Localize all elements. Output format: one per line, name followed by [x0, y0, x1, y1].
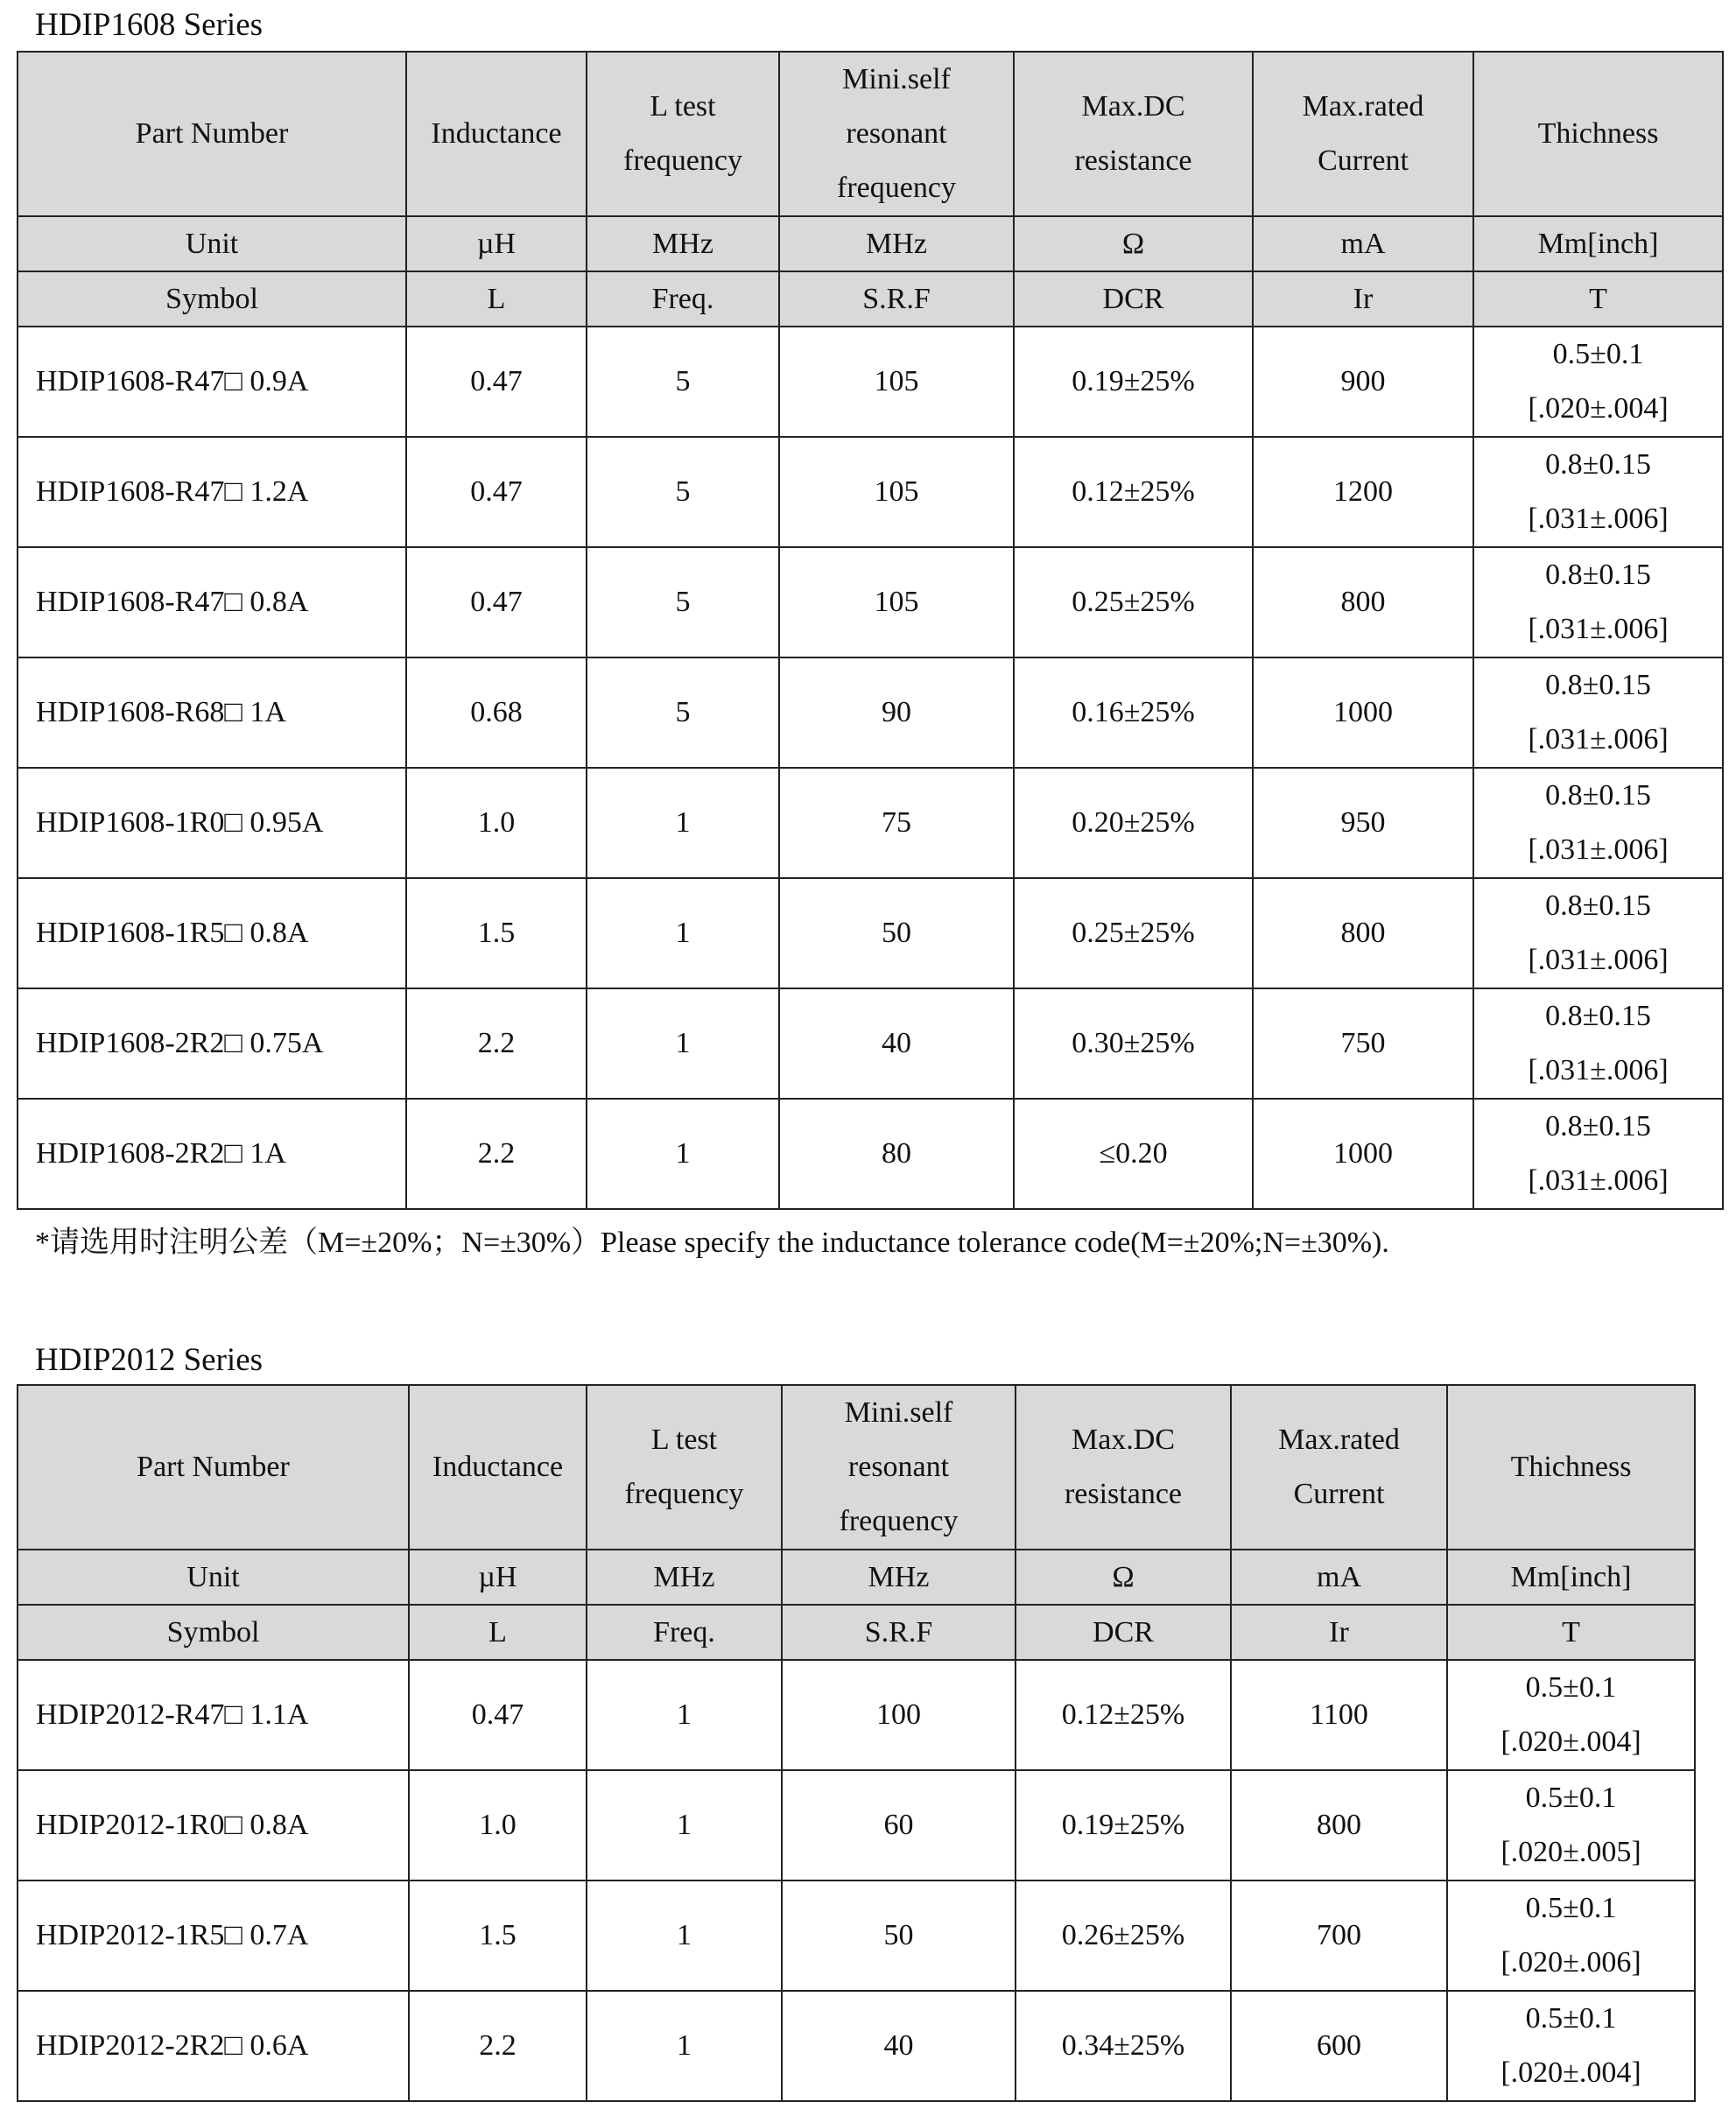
part-number-cell: HDIP2012-R47□ 1.1A — [18, 1660, 409, 1770]
header-self-resonant-frequency: Mini.self resonant frequency — [779, 52, 1014, 216]
rated-current-cell: 1200 — [1253, 437, 1473, 547]
unit-srf: MHz — [779, 216, 1014, 271]
thickness-inch: [.031±.006] — [1528, 613, 1669, 645]
symbol-srf: S.R.F — [782, 1605, 1016, 1660]
thickness-mm: 0.8±0.15 — [1545, 779, 1651, 812]
srf-cell: 60 — [782, 1770, 1016, 1880]
header-rated-current: Max.rated Current — [1231, 1385, 1447, 1550]
thickness-inch: [.031±.006] — [1528, 723, 1669, 756]
unit-row — [18, 216, 1723, 271]
rated-current-cell: 800 — [1253, 547, 1473, 657]
unit-frequency: MHz — [587, 1550, 782, 1605]
inductance-cell: 0.47 — [406, 437, 587, 547]
tolerance-note: *请选用时注明公差（M=±20%；N=±30%）Please specify the inductance tolerance code(M=±20%;N=±30%). — [35, 1227, 1389, 1259]
dcr-cell: 0.25±25% — [1014, 547, 1253, 657]
part-number-cell: HDIP1608-R47□ 0.9A — [18, 327, 406, 437]
symbol-inductance: L — [406, 271, 587, 327]
dcr-cell: 0.19±25% — [1016, 1770, 1231, 1880]
thickness-mm: 0.5±0.1 — [1525, 1671, 1617, 1704]
thickness-mm: 0.8±0.15 — [1545, 559, 1651, 591]
header-l-test-frequency: L test frequency — [587, 52, 779, 216]
inductance-cell: 1.0 — [406, 768, 587, 878]
rated-current-cell: 950 — [1253, 768, 1473, 878]
unit-row — [18, 1550, 1695, 1605]
srf-cell: 105 — [779, 327, 1014, 437]
dcr-cell: ≤0.20 — [1014, 1099, 1253, 1209]
symbol-label: Symbol — [18, 1605, 409, 1660]
inductance-cell: 2.2 — [406, 988, 587, 1099]
header-row — [18, 1385, 1695, 1550]
header-inductance: Inductance — [409, 1385, 587, 1550]
unit-label: Unit — [18, 1550, 409, 1605]
header-inductance: Inductance — [406, 52, 587, 216]
unit-dcr: Ω — [1014, 216, 1253, 271]
table-row — [18, 1770, 1695, 1880]
thickness-cell — [1473, 327, 1723, 437]
part-number-cell: HDIP2012-1R0□ 0.8A — [18, 1770, 409, 1880]
thickness-inch: [.031±.006] — [1528, 833, 1669, 866]
header-rated-current: Max.rated Current — [1253, 52, 1473, 216]
test-frequency-cell: 1 — [587, 1099, 779, 1209]
series1-body — [18, 327, 1723, 1209]
dcr-cell: 0.16±25% — [1014, 657, 1253, 768]
unit-srf: MHz — [782, 1550, 1016, 1605]
inductance-cell: 0.47 — [406, 327, 587, 437]
header-row — [18, 52, 1723, 216]
thickness-mm: 0.5±0.1 — [1552, 338, 1644, 370]
table-row — [18, 657, 1723, 768]
symbol-frequency: Freq. — [587, 1605, 782, 1660]
unit-current: mA — [1253, 216, 1473, 271]
thickness-cell — [1473, 768, 1723, 878]
thickness-mm: 0.8±0.15 — [1545, 448, 1651, 481]
inductance-cell: 1.0 — [409, 1770, 587, 1880]
table-row — [18, 878, 1723, 988]
srf-cell: 100 — [782, 1660, 1016, 1770]
spec-table-hdip1608 — [17, 51, 1724, 1210]
inductance-cell: 1.5 — [409, 1880, 587, 1991]
test-frequency-cell: 1 — [587, 1770, 782, 1880]
rated-current-cell: 800 — [1231, 1770, 1447, 1880]
thickness-mm: 0.5±0.1 — [1525, 1782, 1617, 1814]
srf-cell: 50 — [779, 878, 1014, 988]
thickness-cell — [1473, 437, 1723, 547]
srf-cell: 40 — [779, 988, 1014, 1099]
symbol-frequency: Freq. — [587, 271, 779, 327]
unit-label: Unit — [18, 216, 406, 271]
dcr-cell: 0.26±25% — [1016, 1880, 1231, 1991]
thickness-cell — [1473, 1099, 1723, 1209]
spec-table-hdip2012 — [17, 1384, 1696, 2102]
srf-cell: 105 — [779, 437, 1014, 547]
part-number-cell: HDIP2012-1R5□ 0.7A — [18, 1880, 409, 1991]
test-frequency-cell: 5 — [587, 657, 779, 768]
test-frequency-cell: 5 — [587, 437, 779, 547]
dcr-cell: 0.12±25% — [1016, 1660, 1231, 1770]
part-number-cell: HDIP1608-R47□ 1.2A — [18, 437, 406, 547]
test-frequency-cell: 5 — [587, 547, 779, 657]
rated-current-cell: 1000 — [1253, 657, 1473, 768]
dcr-cell: 0.19±25% — [1014, 327, 1253, 437]
unit-dcr: Ω — [1016, 1550, 1231, 1605]
test-frequency-cell: 1 — [587, 1991, 782, 2101]
part-number-cell: HDIP2012-2R2□ 0.6A — [18, 1991, 409, 2101]
thickness-inch: [.031±.006] — [1528, 1054, 1669, 1086]
header-part-number: Part Number — [18, 52, 406, 216]
rated-current-cell: 750 — [1253, 988, 1473, 1099]
thickness-mm: 0.8±0.15 — [1545, 1110, 1651, 1142]
thickness-cell — [1473, 547, 1723, 657]
table-row — [18, 327, 1723, 437]
table-row — [18, 437, 1723, 547]
thickness-mm: 0.5±0.1 — [1525, 2002, 1617, 2035]
unit-inductance: µH — [409, 1550, 587, 1605]
symbol-thickness: T — [1447, 1605, 1695, 1660]
symbol-label: Symbol — [18, 271, 406, 327]
thickness-cell — [1473, 657, 1723, 768]
symbol-thickness: T — [1473, 271, 1723, 327]
unit-inductance: µH — [406, 216, 587, 271]
symbol-dcr: DCR — [1016, 1605, 1231, 1660]
thickness-inch: [.031±.006] — [1528, 944, 1669, 976]
unit-thickness: Mm[inch] — [1447, 1550, 1695, 1605]
part-number-cell: HDIP1608-2R2□ 1A — [18, 1099, 406, 1209]
rated-current-cell: 1000 — [1253, 1099, 1473, 1209]
rated-current-cell: 1100 — [1231, 1660, 1447, 1770]
thickness-mm: 0.5±0.1 — [1525, 1892, 1617, 1924]
header-self-resonant-frequency: Mini.self resonant frequency — [782, 1385, 1016, 1550]
symbol-row — [18, 271, 1723, 327]
thickness-mm: 0.8±0.15 — [1545, 1000, 1651, 1032]
symbol-current: Ir — [1253, 271, 1473, 327]
thickness-mm: 0.8±0.15 — [1545, 669, 1651, 701]
thickness-cell — [1447, 1660, 1695, 1770]
header-dc-resistance: Max.DC resistance — [1014, 52, 1253, 216]
table-row — [18, 988, 1723, 1099]
unit-frequency: MHz — [587, 216, 779, 271]
thickness-inch: [.020±.004] — [1501, 1726, 1641, 1758]
thickness-mm: 0.8±0.15 — [1545, 889, 1651, 922]
thickness-cell — [1473, 988, 1723, 1099]
dcr-cell: 0.12±25% — [1014, 437, 1253, 547]
thickness-inch: [.020±.004] — [1501, 2056, 1641, 2089]
srf-cell: 50 — [782, 1880, 1016, 1991]
test-frequency-cell: 5 — [587, 327, 779, 437]
srf-cell: 75 — [779, 768, 1014, 878]
unit-current: mA — [1231, 1550, 1447, 1605]
series-title-hdip2012: HDIP2012 Series — [35, 1342, 264, 1378]
unit-thickness: Mm[inch] — [1473, 216, 1723, 271]
thickness-inch: [.020±.006] — [1501, 1946, 1641, 1979]
header-l-test-frequency: L test frequency — [587, 1385, 782, 1550]
rated-current-cell: 800 — [1253, 878, 1473, 988]
part-number-cell: HDIP1608-R68□ 1A — [18, 657, 406, 768]
test-frequency-cell: 1 — [587, 1880, 782, 1991]
inductance-cell: 0.47 — [406, 547, 587, 657]
table-row — [18, 768, 1723, 878]
symbol-inductance: L — [409, 1605, 587, 1660]
srf-cell: 105 — [779, 547, 1014, 657]
dcr-cell: 0.30±25% — [1014, 988, 1253, 1099]
header-dc-resistance: Max.DC resistance — [1016, 1385, 1231, 1550]
header-thickness: Thichness — [1447, 1385, 1695, 1550]
dcr-cell: 0.25±25% — [1014, 878, 1253, 988]
table-row — [18, 1099, 1723, 1209]
inductance-cell: 2.2 — [409, 1991, 587, 2101]
part-number-cell: HDIP1608-1R5□ 0.8A — [18, 878, 406, 988]
srf-cell: 40 — [782, 1991, 1016, 2101]
thickness-inch: [.020±.004] — [1528, 392, 1669, 425]
symbol-dcr: DCR — [1014, 271, 1253, 327]
header-part-number: Part Number — [18, 1385, 409, 1550]
srf-cell: 80 — [779, 1099, 1014, 1209]
thickness-cell — [1473, 878, 1723, 988]
table-row — [18, 1660, 1695, 1770]
table-row — [18, 1880, 1695, 1991]
rated-current-cell: 900 — [1253, 327, 1473, 437]
rated-current-cell: 600 — [1231, 1991, 1447, 2101]
inductance-cell: 0.47 — [409, 1660, 587, 1770]
dcr-cell: 0.20±25% — [1014, 768, 1253, 878]
test-frequency-cell: 1 — [587, 1660, 782, 1770]
dcr-cell: 0.34±25% — [1016, 1991, 1231, 2101]
inductance-cell: 1.5 — [406, 878, 587, 988]
part-number-cell: HDIP1608-2R2□ 0.75A — [18, 988, 406, 1099]
test-frequency-cell: 1 — [587, 768, 779, 878]
inductance-cell: 2.2 — [406, 1099, 587, 1209]
header-thickness: Thichness — [1473, 52, 1723, 216]
test-frequency-cell: 1 — [587, 878, 779, 988]
table-row — [18, 547, 1723, 657]
part-number-cell: HDIP1608-R47□ 0.8A — [18, 547, 406, 657]
thickness-inch: [.031±.006] — [1528, 503, 1669, 535]
table-row — [18, 1991, 1695, 2101]
rated-current-cell: 700 — [1231, 1880, 1447, 1991]
inductance-cell: 0.68 — [406, 657, 587, 768]
series2-body — [18, 1660, 1695, 2101]
symbol-current: Ir — [1231, 1605, 1447, 1660]
symbol-row — [18, 1605, 1695, 1660]
test-frequency-cell: 1 — [587, 988, 779, 1099]
thickness-inch: [.020±.005] — [1501, 1836, 1641, 1868]
thickness-cell — [1447, 1991, 1695, 2101]
srf-cell: 90 — [779, 657, 1014, 768]
part-number-cell: HDIP1608-1R0□ 0.95A — [18, 768, 406, 878]
series-title-hdip1608: HDIP1608 Series — [35, 7, 264, 43]
symbol-srf: S.R.F — [779, 271, 1014, 327]
thickness-cell — [1447, 1880, 1695, 1991]
thickness-inch: [.031±.006] — [1528, 1164, 1669, 1197]
thickness-cell — [1447, 1770, 1695, 1880]
